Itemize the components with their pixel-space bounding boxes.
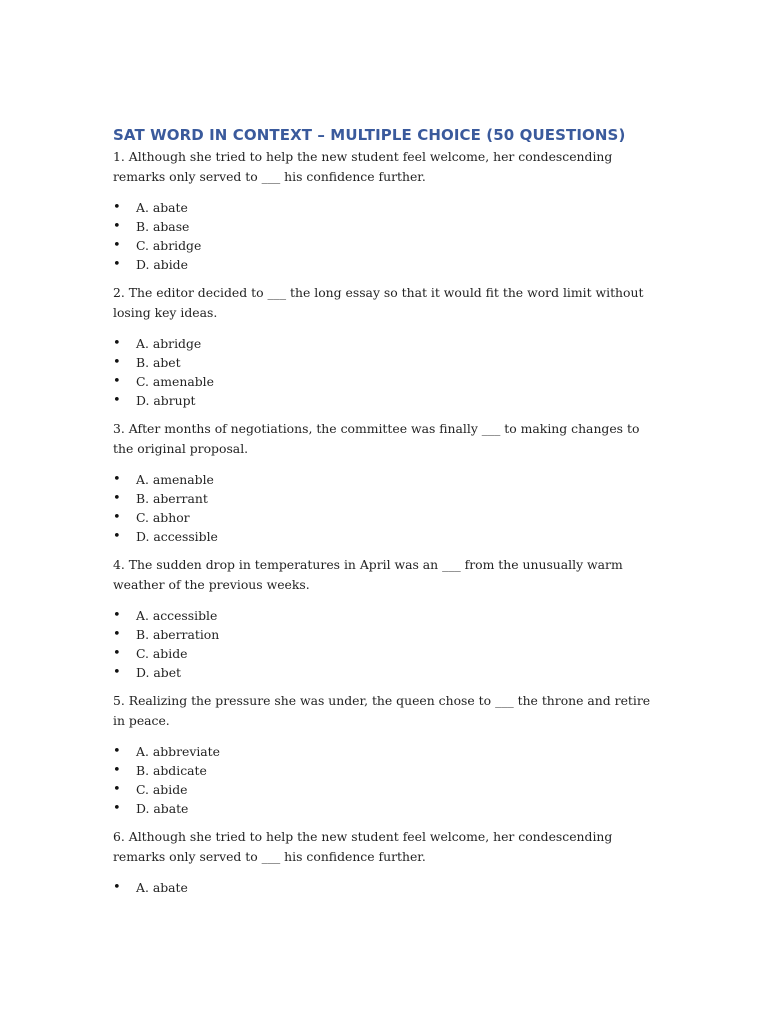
answer-option-label: A. accessible (136, 608, 218, 623)
bullet-icon: • (113, 472, 121, 487)
question-text: 4. The sudden drop in temperatures in April was an ___ from the unusually warm weather of the previous weeks. (113, 557, 623, 592)
answer-option-label: D. abide (136, 257, 188, 272)
answer-option (113, 334, 673, 353)
bullet-icon: • (113, 336, 121, 351)
answer-option-label: A. amenable (136, 472, 214, 487)
question-text: 5. Realizing the pressure she was under, the queen chose to ___ the throne and retire in peace. (113, 693, 651, 728)
answer-option (113, 391, 673, 410)
answer-option-label: C. abridge (136, 238, 202, 253)
bullet-icon: • (113, 529, 121, 544)
question-text: 1. Although she tried to help the new student feel welcome, her condescending remarks only served to ___ his confidence further. (113, 149, 613, 184)
answer-option (113, 508, 673, 527)
question-block (113, 555, 673, 682)
answer-option-label: B. abase (136, 219, 190, 234)
bullet-icon: • (113, 646, 121, 661)
document-title: SAT WORD IN CONTEXT – MULTIPLE CHOICE (50 QUESTIONS) (113, 126, 626, 144)
answer-option-label: D. abet (136, 665, 182, 680)
answer-option (113, 489, 673, 508)
answer-option (113, 372, 673, 391)
question-block (113, 827, 673, 897)
bullet-icon: • (113, 608, 121, 623)
answer-option-label: C. abide (136, 782, 188, 797)
document-page (113, 125, 673, 897)
answer-option (113, 255, 673, 274)
bullet-icon: • (113, 491, 121, 506)
answer-option-label: B. abdicate (136, 763, 207, 778)
answer-option (113, 217, 673, 236)
answer-options (113, 742, 673, 818)
answer-option-label: D. abrupt (136, 393, 196, 408)
answer-option-label: A. abridge (136, 336, 202, 351)
answer-option (113, 470, 673, 489)
answer-option-label: B. abet (136, 355, 181, 370)
answer-option-label: A. abate (136, 200, 188, 215)
question-block (113, 147, 673, 274)
answer-option-label: A. abbreviate (136, 744, 220, 759)
answer-option (113, 236, 673, 255)
answer-option-label: C. abide (136, 646, 188, 661)
answer-options (113, 606, 673, 682)
bullet-icon: • (113, 801, 121, 816)
bullet-icon: • (113, 510, 121, 525)
bullet-icon: • (113, 627, 121, 642)
answer-option-label: B. aberrant (136, 491, 208, 506)
bullet-icon: • (113, 219, 121, 234)
question-block (113, 691, 673, 818)
answer-option (113, 780, 673, 799)
question-text: 3. After months of negotiations, the committee was finally ___ to making changes to the original proposal. (113, 421, 640, 456)
bullet-icon: • (113, 763, 121, 778)
bullet-icon: • (113, 355, 121, 370)
answer-option-label: D. accessible (136, 529, 218, 544)
bullet-icon: • (113, 238, 121, 253)
answer-option-label: B. aberration (136, 627, 220, 642)
bullet-icon: • (113, 200, 121, 215)
question-block (113, 419, 673, 546)
answer-options (113, 878, 673, 897)
answer-option (113, 663, 673, 682)
bullet-icon: • (113, 393, 121, 408)
bullet-icon: • (113, 665, 121, 680)
answer-option (113, 625, 673, 644)
answer-option (113, 742, 673, 761)
answer-option (113, 198, 673, 217)
question-block (113, 283, 673, 410)
answer-option-label: C. abhor (136, 510, 190, 525)
answer-options (113, 470, 673, 546)
answer-option (113, 353, 673, 372)
answer-option-label: A. abate (136, 880, 188, 895)
answer-options (113, 334, 673, 410)
answer-option (113, 761, 673, 780)
answer-option-label: D. abate (136, 801, 189, 816)
bullet-icon: • (113, 744, 121, 759)
answer-option-label: C. amenable (136, 374, 214, 389)
bullet-icon: • (113, 782, 121, 797)
answer-option (113, 606, 673, 625)
question-list (113, 147, 673, 897)
bullet-icon: • (113, 374, 121, 389)
answer-options (113, 198, 673, 274)
question-text: 6. Although she tried to help the new student feel welcome, her condescending remarks only served to ___ his confidence further. (113, 829, 613, 864)
answer-option (113, 799, 673, 818)
answer-option (113, 644, 673, 663)
answer-option (113, 527, 673, 546)
bullet-icon: • (113, 880, 121, 895)
bullet-icon: • (113, 257, 121, 272)
answer-option (113, 878, 673, 897)
question-text: 2. The editor decided to ___ the long essay so that it would fit the word limit without losing key ideas. (113, 285, 644, 320)
